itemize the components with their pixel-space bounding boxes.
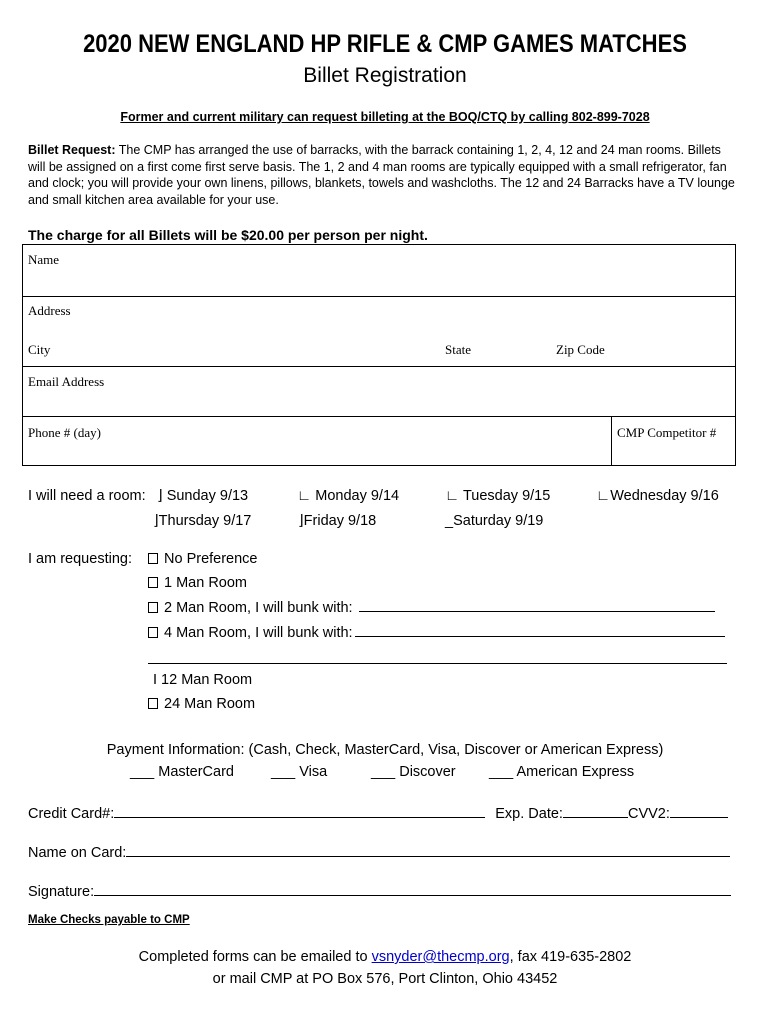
city-label: City [28, 342, 51, 357]
check-mark-icon: ⌋ [157, 488, 167, 504]
date-checkbox-thursday[interactable] [153, 513, 251, 529]
billet-request-label: Billet Request: [28, 143, 116, 157]
payment-label: Discover [399, 764, 456, 780]
page-subtitle: Billet Registration [303, 64, 467, 87]
date-checkbox-monday[interactable] [297, 488, 399, 504]
option-4-man-room[interactable] [148, 625, 725, 641]
check-mark-icon: ∟ [596, 488, 611, 504]
phone-label: Phone # (day) [28, 425, 101, 440]
requesting-label: I am requesting: [28, 551, 132, 567]
signature-field[interactable] [94, 895, 731, 896]
payment-amex[interactable] [489, 764, 634, 780]
payment-blank: ___ [371, 764, 396, 780]
date-label: Thursday 9/17 [158, 513, 252, 529]
option-label: 1 Man Room [164, 575, 248, 591]
zip-label: Zip Code [556, 342, 605, 357]
cvv-field[interactable] [670, 817, 728, 818]
phone-field[interactable] [23, 417, 611, 466]
signature-row [28, 884, 731, 900]
billet-request-paragraph [28, 142, 740, 208]
credit-card-field[interactable] [114, 817, 485, 818]
email-label: Email Address [28, 374, 105, 389]
bunk-with-line[interactable] [359, 611, 715, 612]
date-label: Saturday 9/19 [453, 513, 544, 529]
contact-mail: or mail CMP at PO Box 576, Port Clinton, Ohio 43452 [212, 971, 558, 987]
date-label: Friday 9/18 [303, 513, 377, 529]
date-checkbox-sunday[interactable] [157, 488, 248, 504]
cvv-label: CVV2: [627, 806, 670, 822]
check-mark-icon: ∟ [297, 488, 316, 504]
date-checkbox-saturday[interactable] [445, 513, 543, 529]
checkbox-icon [148, 553, 158, 564]
credit-card-row [28, 806, 728, 822]
payment-visa[interactable] [271, 764, 327, 780]
checkbox-icon [148, 627, 158, 638]
name-on-card-row [28, 845, 730, 861]
payment-blank: ___ [271, 764, 296, 780]
option-label: 2 Man Room, I will bunk with: [164, 600, 353, 616]
option-24-man-room[interactable] [148, 696, 255, 712]
check-mark-icon: _ [445, 513, 454, 529]
contact-info [0, 946, 770, 990]
contact-fax: , fax 419-635-2802 [509, 949, 632, 965]
option-label: No Preference [164, 551, 258, 567]
address-label: Address [28, 303, 71, 318]
charge-note: The charge for all Billets will be $20.00 per person per night. [28, 227, 428, 243]
name-field[interactable] [23, 245, 735, 296]
name-on-card-field[interactable] [126, 856, 730, 857]
check-mark-icon: ⌋ [298, 513, 304, 529]
date-checkbox-tuesday[interactable] [445, 488, 550, 504]
date-label: Monday 9/14 [315, 488, 400, 504]
email-field[interactable] [23, 367, 735, 416]
address-field[interactable] [23, 297, 735, 366]
option-no-preference[interactable] [148, 551, 258, 567]
payment-blank: ___ [130, 764, 155, 780]
billet-request-text: The CMP has arranged the use of barracks, with the barrack containing 1, 2, 4, 12 and 24 man rooms. Billets will be assigned on a first come first serve basis. The 1, 2 and 4 man rooms are typically equipped with a small refrigerator, fan and clock; you will provide your own linens, pillows, blankets, towels and washcloths. The 12 and 24 Barracks have a TV lounge and small kitchen area available for your use. [28, 143, 735, 207]
option-2-man-room[interactable] [148, 600, 715, 616]
checkbox-icon [148, 602, 158, 613]
payment-blank: ___ [489, 764, 514, 780]
checkbox-icon: I [153, 672, 158, 688]
option-label: 24 Man Room [164, 696, 256, 712]
email-link[interactable]: vsnyder@thecmp.org [371, 949, 510, 965]
competitor-label: CMP Competitor # [617, 425, 717, 440]
date-label: Tuesday 9/15 [462, 488, 551, 504]
date-checkbox-friday[interactable] [298, 513, 376, 529]
option-label: 4 Man Room, I will bunk with: [164, 625, 353, 641]
state-label: State [445, 342, 471, 357]
bunk-with-line[interactable] [148, 663, 727, 664]
exp-date-field[interactable] [563, 817, 628, 818]
checks-note: Make Checks payable to CMP [28, 914, 190, 926]
payment-discover[interactable] [371, 764, 456, 780]
option-12-man-room[interactable] [153, 672, 252, 688]
military-note: Former and current military can request billeting at the BOQ/CTQ by calling 802-899-7028 [120, 110, 650, 124]
check-mark-icon: ⌋ [153, 513, 159, 529]
option-label: 12 Man Room [161, 672, 253, 688]
date-label: Sunday 9/13 [166, 488, 249, 504]
payment-info: Payment Information: (Cash, Check, MasterCard, Visa, Discover or American Express) [106, 742, 664, 758]
credit-card-label: Credit Card#: [28, 806, 115, 822]
payment-label: MasterCard [158, 764, 234, 780]
check-mark-icon: ∟ [445, 488, 463, 504]
competitor-field[interactable] [612, 417, 736, 466]
contact-form-box [22, 244, 736, 466]
signature-label: Signature: [28, 884, 95, 900]
exp-date-label: Exp. Date: [495, 806, 563, 822]
payment-mastercard[interactable] [130, 764, 234, 780]
bunk-with-line[interactable] [355, 636, 725, 637]
checkbox-icon [148, 577, 158, 588]
room-need-label: I will need a room: [28, 488, 146, 504]
payment-label: American Express [516, 764, 635, 780]
checkbox-icon [148, 698, 158, 709]
contact-prefix: Completed forms can be emailed to [138, 949, 372, 965]
date-checkbox-wednesday[interactable] [596, 488, 719, 504]
date-label: Wednesday 9/16 [610, 488, 719, 504]
option-1-man-room[interactable] [148, 575, 247, 591]
page-title: 2020 NEW ENGLAND HP RIFLE & CMP GAMES MATCHES [83, 30, 687, 58]
name-label: Name [28, 252, 60, 267]
payment-label: Visa [299, 764, 328, 780]
name-on-card-label: Name on Card: [28, 845, 127, 861]
